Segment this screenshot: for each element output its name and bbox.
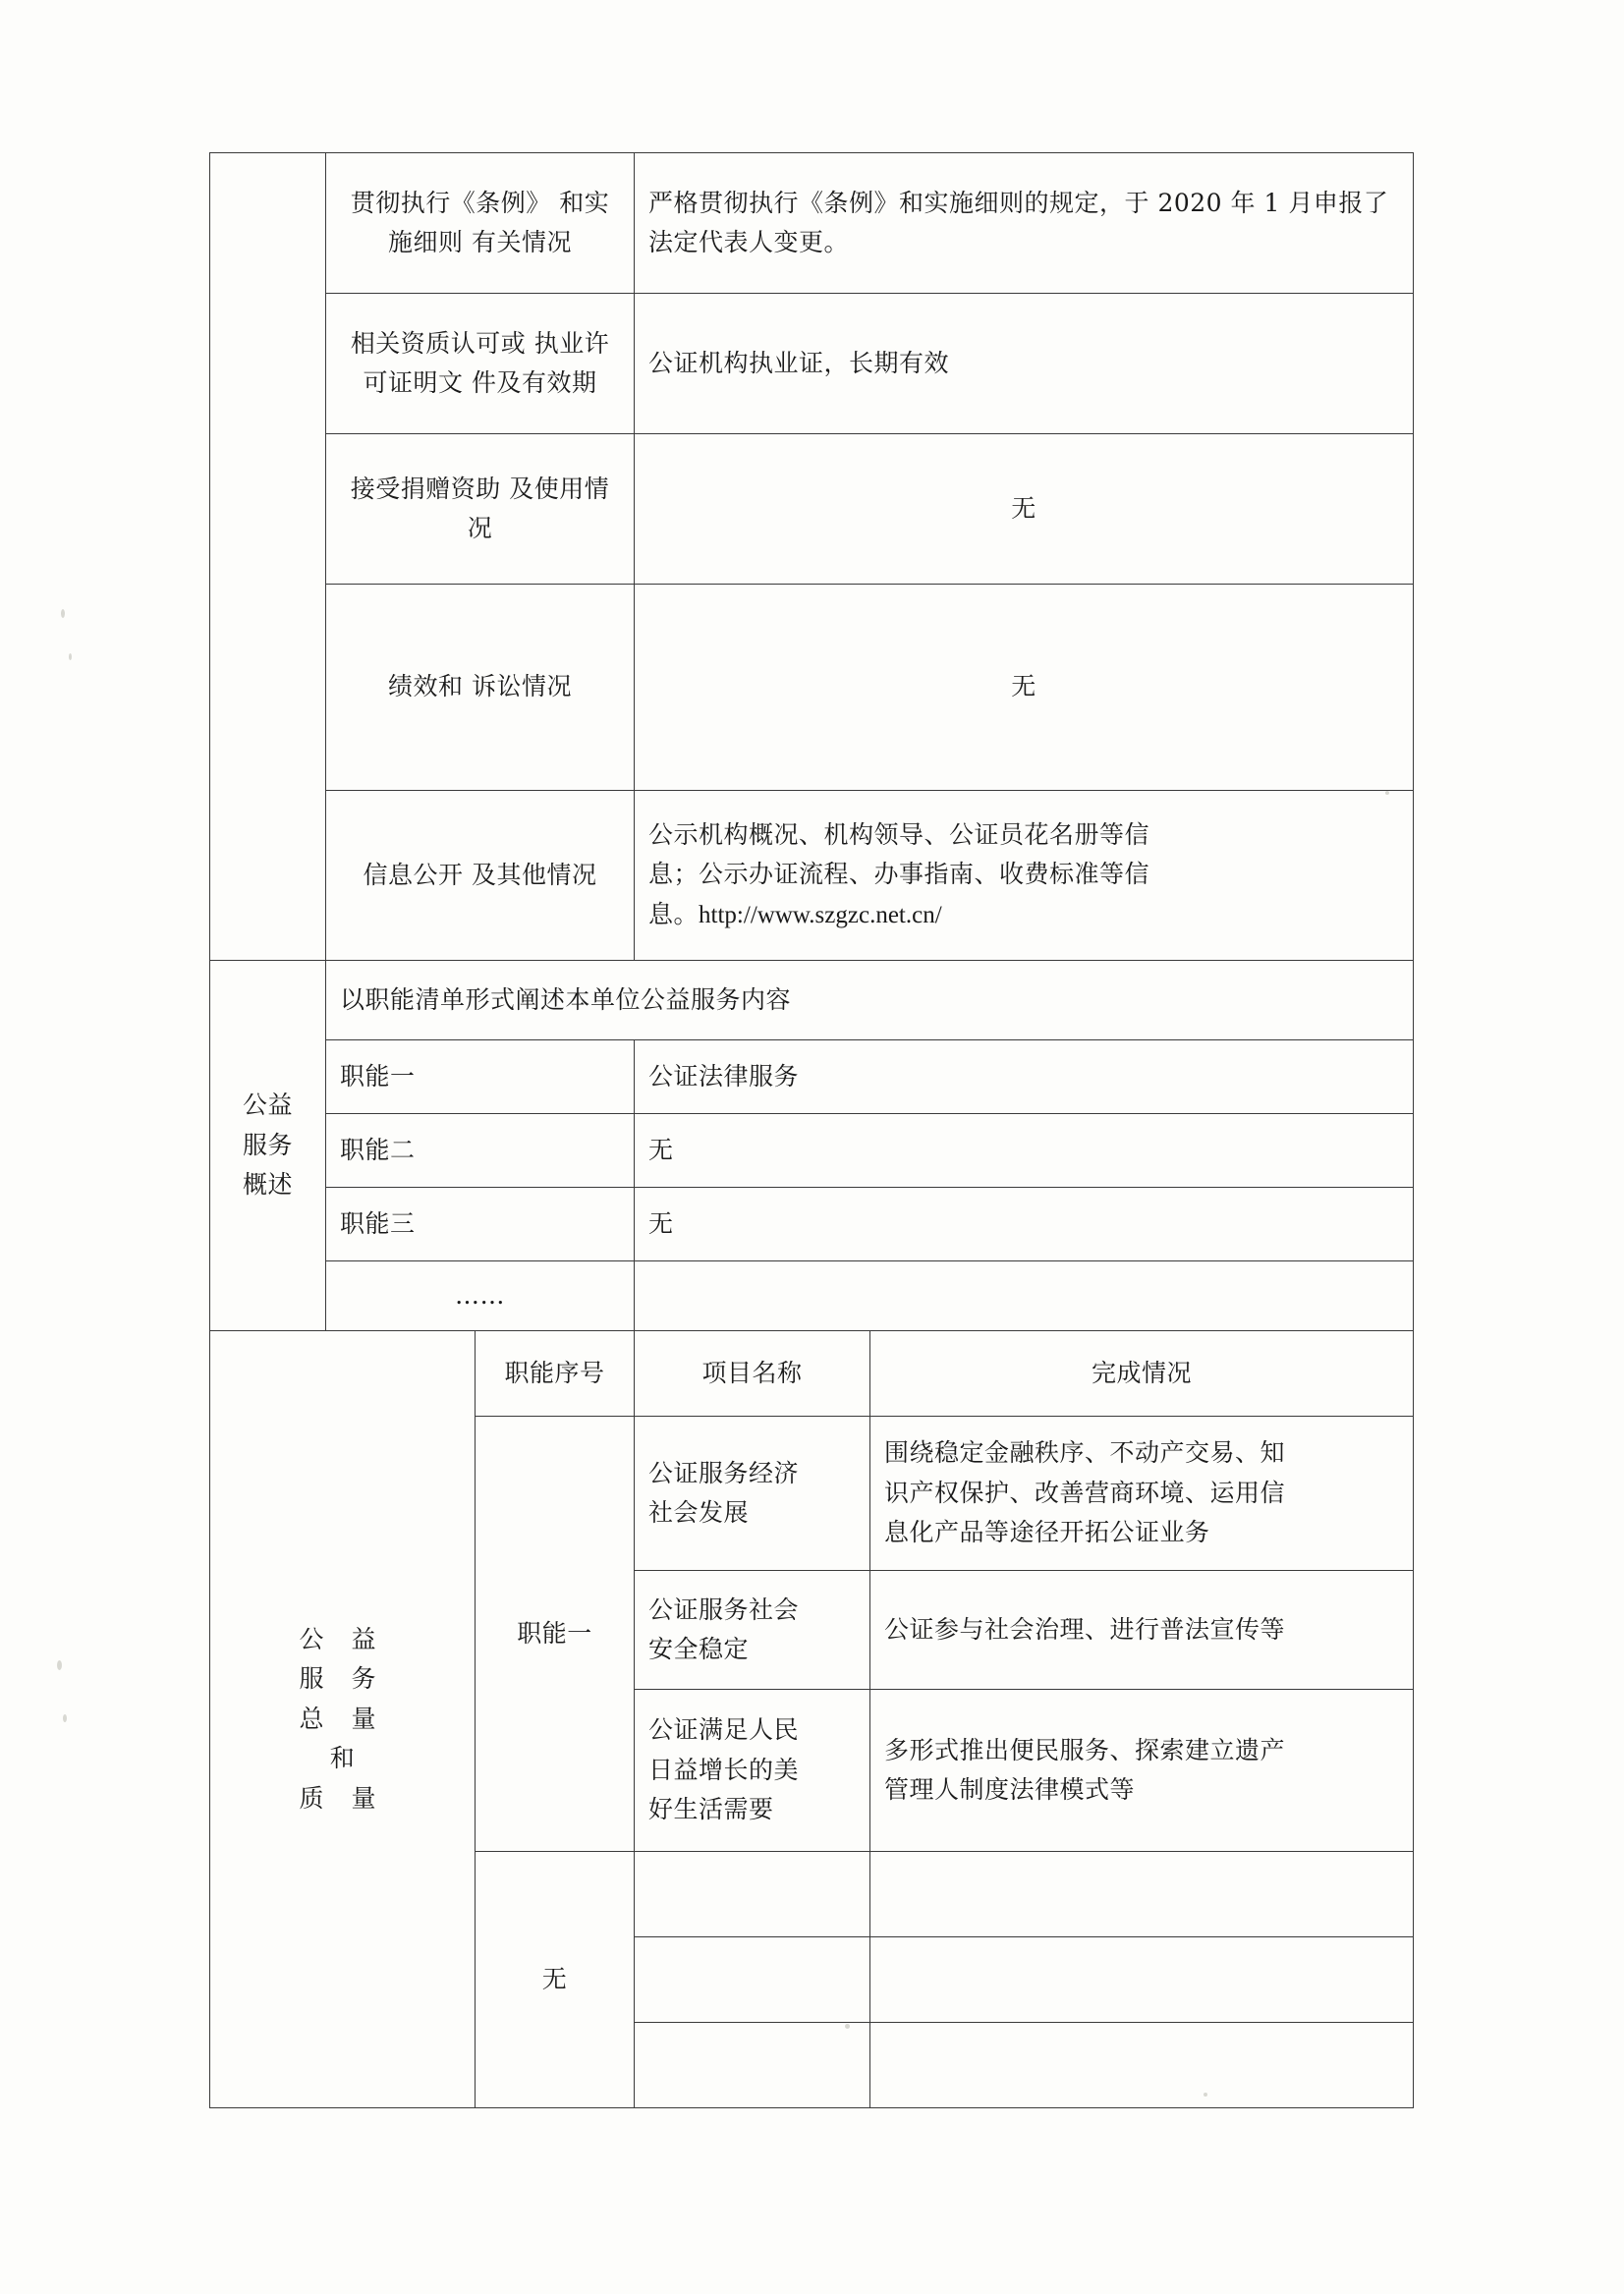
overview-intro bbox=[326, 961, 1414, 1040]
row-value-regulation bbox=[635, 153, 1414, 294]
intro-text: 以职能清单形式阐述本单位公益服务内容 bbox=[340, 984, 792, 1014]
item-value: 公证法律服务 bbox=[648, 1061, 800, 1091]
section-label-public-service-volume bbox=[210, 1331, 476, 2108]
value-line: 息；公示办证流程、办事指南、收费标准等信 bbox=[648, 860, 1150, 889]
group2-result-1 bbox=[870, 1852, 1414, 1937]
column-header-result bbox=[870, 1331, 1414, 1417]
result-line: 多形式推出便民服务、探索建立遗产 bbox=[884, 1735, 1286, 1764]
label-line: 服 务 bbox=[299, 1664, 386, 1694]
table-row bbox=[210, 1114, 1414, 1188]
table-row bbox=[210, 585, 1414, 791]
scan-speck bbox=[69, 653, 72, 660]
group1-project-2 bbox=[635, 1571, 870, 1690]
table-row bbox=[210, 1261, 1414, 1331]
group2-project-3 bbox=[635, 2023, 870, 2108]
overview-item-label-4 bbox=[326, 1261, 635, 1331]
label-line: 概述 bbox=[242, 1170, 293, 1200]
group1-project-3 bbox=[635, 1690, 870, 1852]
item-label: 职能三 bbox=[340, 1208, 416, 1238]
function-no-text: 职能一 bbox=[517, 1618, 592, 1648]
label-line: 件及有效期 bbox=[471, 368, 597, 397]
table-row bbox=[210, 1040, 1414, 1114]
table-row bbox=[210, 1188, 1414, 1261]
row-label-disclosure bbox=[326, 791, 635, 961]
scan-speck bbox=[61, 609, 65, 618]
header-text: 完成情况 bbox=[1092, 1358, 1193, 1387]
project-line: 公证满足人民 bbox=[648, 1715, 800, 1745]
row-label-regulation bbox=[326, 153, 635, 294]
value-line-with-url bbox=[648, 895, 1399, 936]
label-line: 有关情况 bbox=[471, 228, 572, 256]
scan-speck bbox=[63, 1714, 67, 1722]
overview-item-value-1 bbox=[635, 1040, 1414, 1114]
value-line: 息。 bbox=[648, 899, 700, 928]
label-line: 质 量 bbox=[299, 1783, 386, 1813]
label-line: 总 量 bbox=[299, 1704, 386, 1733]
group2-project-2 bbox=[635, 1937, 870, 2023]
project-line: 好生活需要 bbox=[648, 1795, 774, 1824]
result-line: 息化产品等途径开拓公证业务 bbox=[884, 1518, 1210, 1547]
disclosure-url[interactable]: http://www.szgzc.net.cn/ bbox=[699, 901, 942, 928]
value-text: 严格贯彻执行《条例》和实施细则的规定，于 2020 年 1 月申报了法定代表人变更。 bbox=[648, 188, 1389, 256]
group1-result-1 bbox=[870, 1417, 1414, 1571]
project-line: 安全稳定 bbox=[648, 1635, 750, 1663]
label-line: 绩效和 bbox=[388, 672, 464, 701]
group2-function-no bbox=[476, 1852, 635, 2108]
row-value-qualification bbox=[635, 294, 1414, 434]
item-label: 职能二 bbox=[340, 1135, 416, 1164]
row-label-qualification bbox=[326, 294, 635, 434]
row-value-performance bbox=[635, 585, 1414, 791]
value-text: 无 bbox=[1011, 672, 1036, 701]
group2-result-2 bbox=[870, 1937, 1414, 2023]
value-line: 公示机构概况、机构领导、公证员花名册等信 bbox=[648, 819, 1150, 849]
column-header-project-name bbox=[635, 1331, 870, 1417]
overview-item-value-4 bbox=[635, 1261, 1414, 1331]
overview-item-value-2 bbox=[635, 1114, 1414, 1188]
header-text: 职能序号 bbox=[504, 1358, 605, 1387]
item-value: 无 bbox=[648, 1135, 674, 1164]
result-line: 围绕稳定金融秩序、不动产交易、知 bbox=[884, 1438, 1286, 1468]
label-line: 及使用情况 bbox=[467, 474, 610, 542]
overview-item-label-3 bbox=[326, 1188, 635, 1261]
label-line: 和 bbox=[329, 1744, 356, 1773]
label-line: 相关资质认可或 bbox=[350, 328, 527, 358]
function-no-text: 无 bbox=[541, 1964, 568, 1993]
label-line: 贯彻执行《条例》 bbox=[350, 188, 551, 217]
result-line: 管理人制度法律模式等 bbox=[884, 1775, 1136, 1804]
table-row bbox=[210, 294, 1414, 434]
group1-project-1 bbox=[635, 1417, 870, 1571]
row-value-donation bbox=[635, 434, 1414, 585]
label-line: 接受捐赠资助 bbox=[350, 474, 501, 503]
label-line: 信息公开 bbox=[363, 860, 464, 889]
table-row bbox=[210, 1331, 1414, 1417]
label-line: 和实施细则 bbox=[388, 188, 610, 256]
item-label: 职能一 bbox=[340, 1061, 416, 1091]
group1-result-3 bbox=[870, 1690, 1414, 1852]
table-row bbox=[210, 961, 1414, 1040]
group2-project-1 bbox=[635, 1852, 870, 1937]
project-line: 社会发展 bbox=[648, 1498, 750, 1527]
header-text: 项目名称 bbox=[701, 1358, 803, 1387]
table-row bbox=[210, 791, 1414, 961]
row-label-performance bbox=[326, 585, 635, 791]
result-line: 公证参与社会治理、进行普法宣传等 bbox=[884, 1614, 1286, 1644]
item-value: 无 bbox=[648, 1208, 674, 1238]
overview-item-label-1 bbox=[326, 1040, 635, 1114]
label-line: 执业许可证明文 bbox=[363, 328, 610, 397]
project-line: 公证服务社会 bbox=[648, 1595, 800, 1624]
table-row bbox=[210, 153, 1414, 294]
result-line: 识产权保护、改善营商环境、运用信 bbox=[884, 1478, 1286, 1507]
project-line: 日益增长的美 bbox=[648, 1755, 800, 1784]
overview-item-value-3 bbox=[635, 1188, 1414, 1261]
scan-speck bbox=[57, 1660, 62, 1670]
row-value-disclosure bbox=[635, 791, 1414, 961]
project-line: 公证服务经济 bbox=[648, 1458, 800, 1487]
column-header-function-no bbox=[476, 1331, 635, 1417]
overview-item-label-2 bbox=[326, 1114, 635, 1188]
label-line: 及其他情况 bbox=[471, 860, 597, 889]
group1-result-2 bbox=[870, 1571, 1414, 1690]
annual-report-table bbox=[209, 152, 1414, 2108]
group1-function-no bbox=[476, 1417, 635, 1852]
label-line: 公 益 bbox=[299, 1624, 386, 1653]
group2-result-3 bbox=[870, 2023, 1414, 2108]
left-spacer-cell bbox=[210, 153, 326, 961]
label-line: 公益 bbox=[242, 1091, 293, 1120]
row-label-donation bbox=[326, 434, 635, 585]
label-line: 服务 bbox=[242, 1130, 293, 1159]
table-row bbox=[210, 434, 1414, 585]
item-label: …… bbox=[455, 1280, 505, 1310]
section-label-public-service-overview bbox=[210, 961, 326, 1331]
label-line: 诉讼情况 bbox=[471, 672, 572, 701]
value-text: 公证机构执业证，长期有效 bbox=[648, 348, 950, 377]
value-text: 无 bbox=[1011, 493, 1036, 523]
